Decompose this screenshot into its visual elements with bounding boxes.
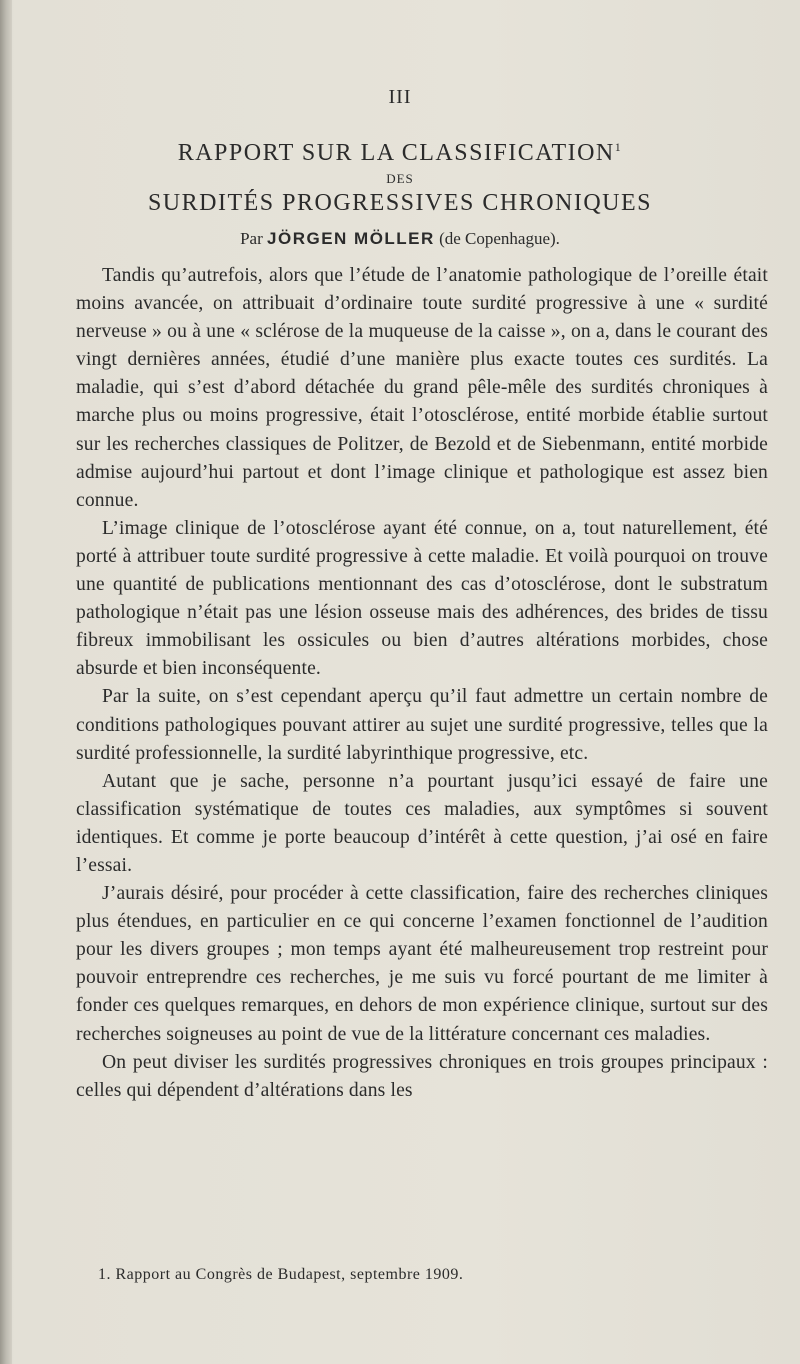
- byline-prefix: Par: [240, 229, 263, 248]
- title-line-2: SURDITÉS PROGRESSIVES CHRONIQUES: [147, 190, 653, 216]
- title-text-1: RAPPORT SUR LA CLASSIFICATION: [177, 140, 615, 166]
- author-name: JÖRGEN MÖLLER: [267, 229, 435, 248]
- title-connector: DES: [386, 171, 414, 186]
- body-text: [76, 262, 768, 1105]
- footnote-marker: 1: [614, 140, 623, 154]
- author-affiliation: (de Copenhague).: [439, 229, 560, 248]
- page-number: III: [388, 86, 412, 108]
- paragraph-6: On peut diviser les surdités progressives chroniques en trois groupes principaux : celles qui dépendent d’altérations dans les: [76, 1051, 768, 1101]
- byline: [0, 229, 800, 249]
- paragraph-4: Autant que je sache, personne n’a pourtant jusqu’ici essayé de faire une classification systématique de toutes ces maladies, aux symptômes si souvent identiques. Et comme je porte beaucoup d’intérêt à cette question, j’ai osé en faire l’essai.: [76, 770, 768, 876]
- title-line-1: [0, 140, 800, 167]
- paragraph-3: Par la suite, on s’est cependant aperçu qu’il faut admettre un certain nombre de conditions pathologiques pouvant attirer au sujet une surdité progressive, telles que la surdité professionnelle, la surdité labyrinthique progressive, etc.: [76, 686, 768, 764]
- paragraph-5: J’aurais désiré, pour procéder à cette classification, faire des recherches cliniques plus étendues, en particulier en ce qui concerne l’examen fonctionnel de l’audition pour les divers groupes ; mon temps ayant été malheureusement trop restreint pour pouvoir entreprendre ces recherches, je me suis vu forcé pourtant de me limiter à fonder ces quelques remarques, en dehors de mon expérience clinique, surtout sur des recherches soigneuses au point de vue de la littérature concernant ces maladies.: [76, 883, 768, 1045]
- paragraph-1: Tandis qu’autrefois, alors que l’étude de l’anatomie pathologique de l’oreille était moins avancée, on attribuait d’ordinaire toute surdité progressive à une « surdité nerveuse » ou à une « sclérose de la muqueuse de la caisse », on a, dans le courant des vingt dernières années, étudié d’une manière plus exacte toutes ces surdités. La maladie, qui s’est d’abord détachée du grand pêle-mêle des surdités chroniques à marche plus ou moins progressive, était l’otosclérose, entité morbide établie surtout sur les recherches classiques de Politzer, de Bezold et de Siebenmann, entité morbide admise aujourd’hui partout et dont l’image clinique et pathologique est assez bien connue.: [76, 265, 768, 511]
- paragraph-2: L’image clinique de l’otosclérose ayant été connue, on a, tout naturellement, été porté à attribuer toute surdité progressive à cette maladie. Et voilà pourquoi on trouve une quantité de publications mentionnant des cas d’otosclérose, dont le substratum pathologique n’était pas une lésion osseuse mais des adhérences, des brides de tissu fibreux immobilisant les ossicules ou bien d’autres altérations morbides, chose absurde et bien inconséquente.: [76, 517, 768, 680]
- footnote: 1. Rapport au Congrès de Budapest, septembre 1909.: [98, 1266, 464, 1283]
